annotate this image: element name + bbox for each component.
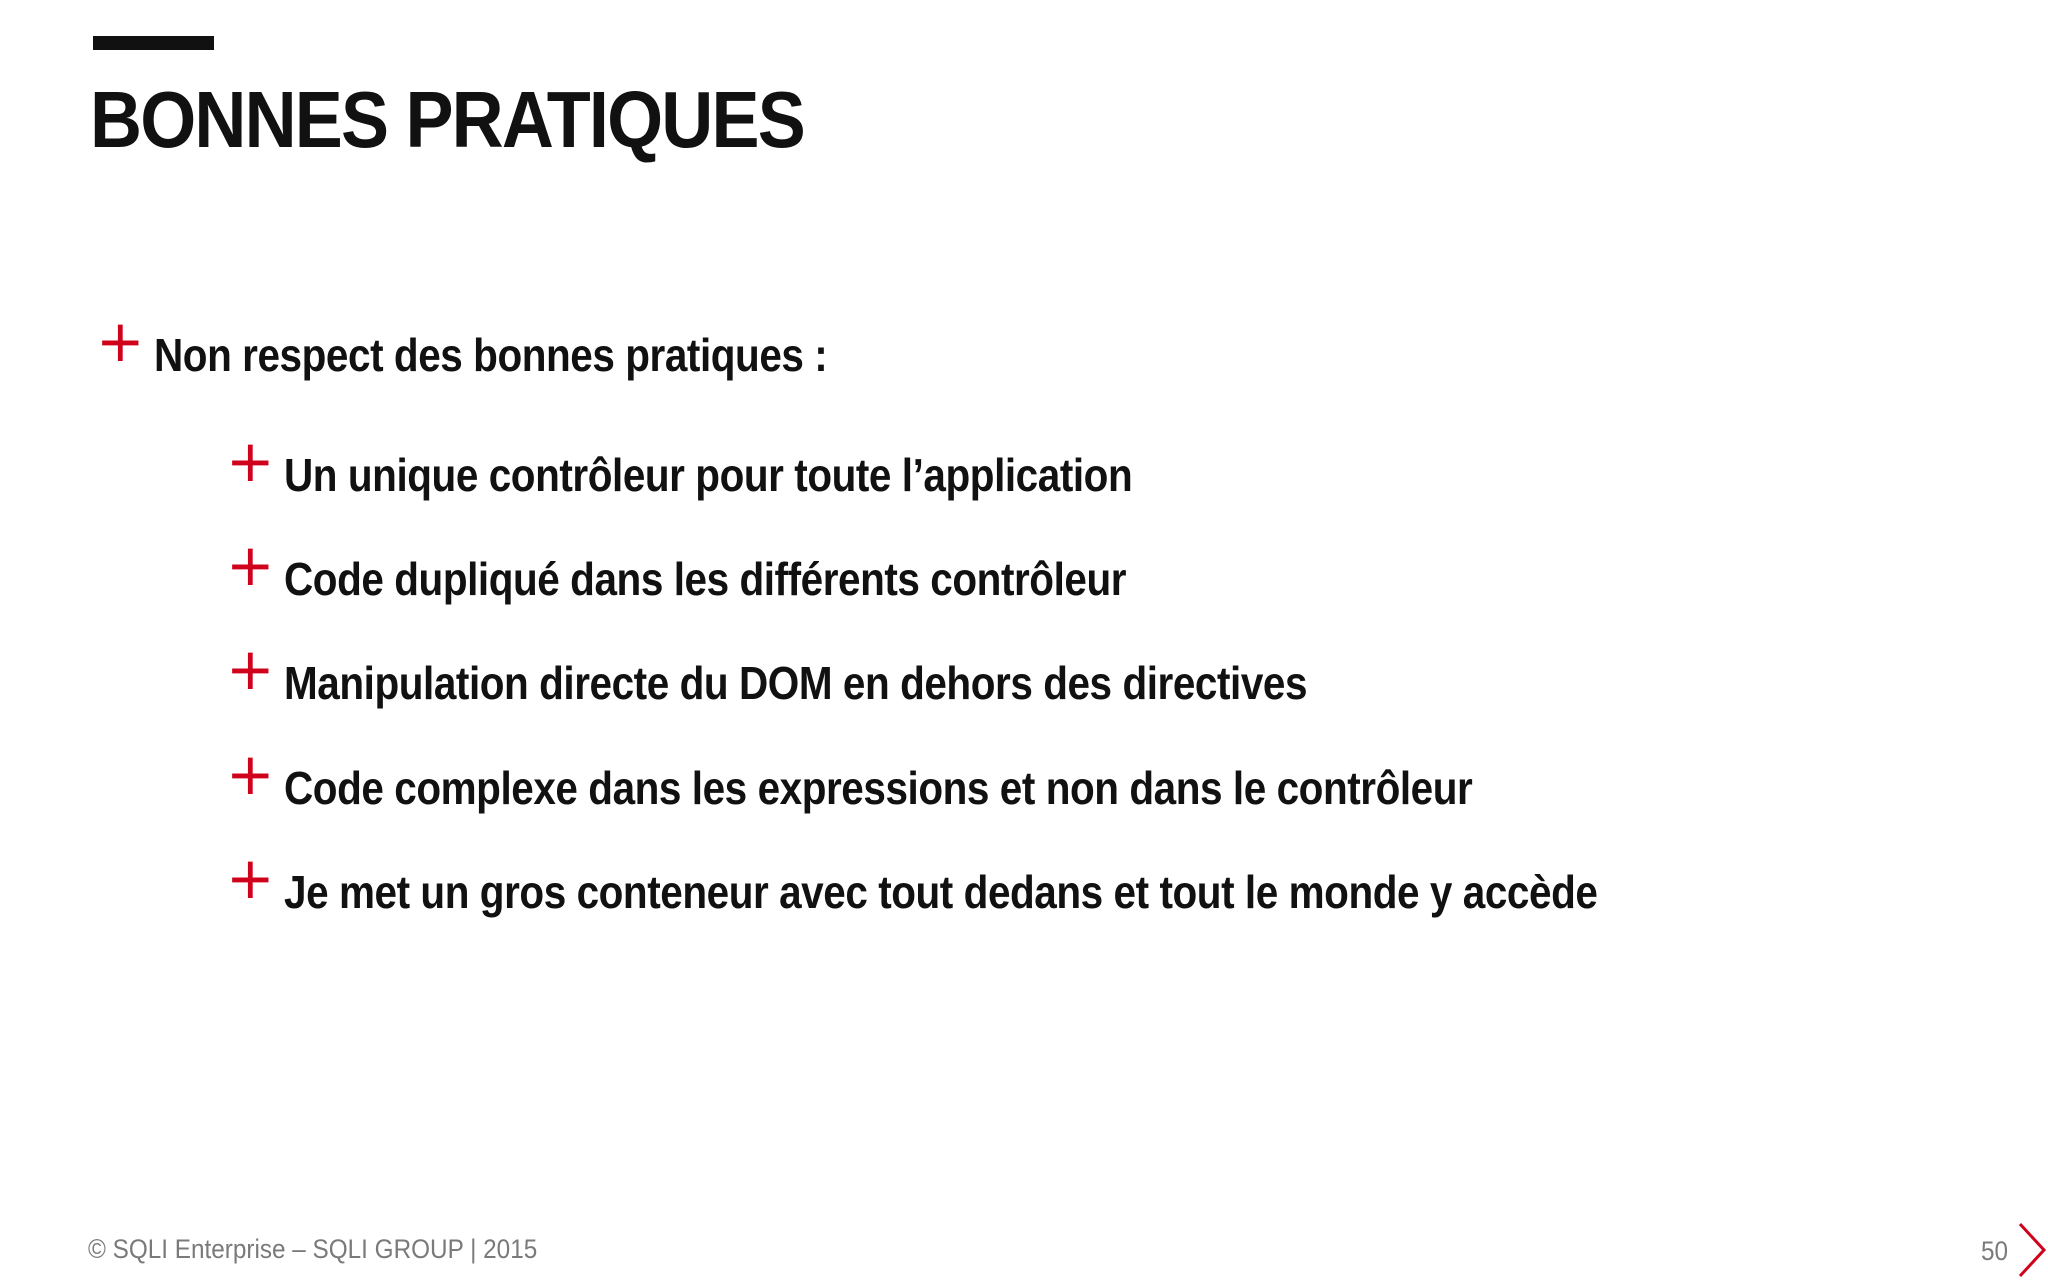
chevron-right-stroke	[2020, 1224, 2044, 1276]
sub-bullet-text: Je met un gros conteneur avec tout dedans et tout le monde y accède	[284, 866, 1598, 918]
page-number: 50	[1980, 1236, 2008, 1266]
slide-title: BONNES PRATIQUES	[90, 75, 804, 164]
plus-icon: +	[226, 844, 275, 912]
title-accent-bar	[93, 36, 214, 50]
chevron-right-icon[interactable]	[2018, 1220, 2048, 1280]
bullet-main-text: Non respect des bonnes pratiques :	[154, 329, 828, 381]
plus-icon: +	[96, 307, 145, 375]
plus-icon: +	[226, 531, 275, 599]
plus-icon: +	[226, 427, 275, 495]
sub-bullet	[226, 531, 1241, 607]
footer-copyright: © SQLI Enterprise – SQLI GROUP | 2015	[88, 1234, 538, 1264]
sub-bullet-text: Code dupliqué dans les différents contrôleur	[284, 553, 1127, 605]
sub-bullet	[226, 635, 1447, 711]
plus-icon: +	[226, 740, 275, 808]
sub-bullet-text: Un unique contrôleur pour toute l’application	[284, 449, 1133, 501]
sub-bullet	[226, 427, 1248, 503]
sub-bullet	[226, 844, 1777, 920]
sub-bullet-text: Manipulation directe du DOM en dehors des directives	[284, 657, 1308, 709]
plus-icon: +	[226, 635, 275, 703]
sub-bullet	[226, 740, 1634, 816]
bullet-main	[96, 307, 919, 383]
sub-bullet-text: Code complexe dans les expressions et non dans le contrôleur	[284, 762, 1473, 814]
